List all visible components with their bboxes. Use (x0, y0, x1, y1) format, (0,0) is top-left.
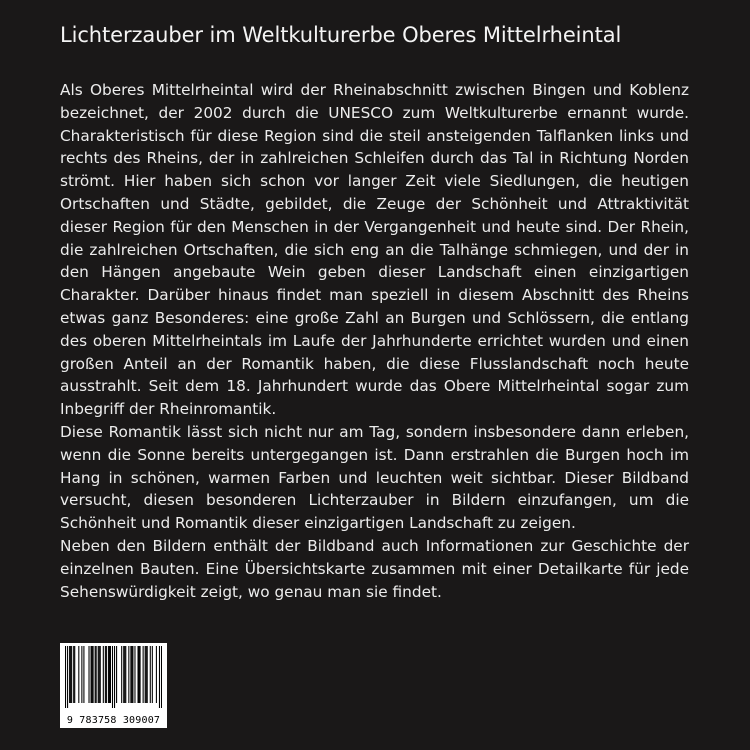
barcode-bar (69, 646, 70, 703)
barcode-bar (92, 646, 93, 703)
barcode-bar (81, 646, 82, 703)
book-title: Lichterzauber im Weltkulturerbe Oberes Mittelrheintal (60, 23, 622, 47)
barcode-bar (74, 646, 75, 703)
barcode-bar (134, 646, 135, 703)
barcode-bar (159, 646, 160, 708)
barcode-bar (105, 646, 106, 703)
barcode-bar (140, 646, 141, 703)
barcode-bar (156, 646, 157, 703)
barcode-bar (108, 646, 109, 703)
barcode-bar (65, 646, 66, 708)
blurb-paragraph-3: Neben den Bildern enthält der Bildband auch Informationen zur Geschichte der einzelnen Bauten. Eine Übersichtskarte zusammen mit einer Detailkarte für jede Sehenswürdigkeit zeigt, wo genau man sie findet. (60, 536, 689, 601)
barcode-bar (128, 646, 129, 703)
barcode-bar (103, 646, 104, 703)
barcode-bar (83, 646, 84, 703)
barcode-bar (71, 646, 72, 703)
barcode-bar (70, 646, 71, 703)
barcode-bar (143, 646, 144, 703)
barcode-bar (161, 646, 162, 708)
barcode-bar (100, 646, 101, 703)
barcode-bar (110, 646, 111, 703)
barcode-bar (116, 646, 117, 703)
barcode-bars (65, 646, 162, 708)
barcode-bar (95, 646, 96, 703)
barcode-bar (114, 646, 115, 708)
barcode-bar (112, 646, 113, 708)
blurb-paragraph-1: Als Oberes Mittelrheintal wird der Rheinabschnitt zwischen Bingen und Koblenz bezeichnet, der 2002 durch die UNESCO zum Weltkulturerbe ernannt wurde. Charakteristisch für diese Region sind die steil ansteigenden Talflanken links und rechts des Rheins, der in zahlreichen Schleifen durch das Tal in Richtung Norden strömt. Hier haben sich schon vor langer Zeit viele Siedlungen, die heutigen Ortschaften und Städte, gebildet, die Zeuge der Schönheit und Attraktivität dieser Region für den Menschen in der Vergangenheit und heute sind. Der Rhein, die zahlreichen Ortschaften, die sich eng an die Talhänge schmiegen, und der in den Hängen angebaute Wein geben dieser Landschaft einen einzigartigen Charakter. Darüber hinaus findet man speziell in diesem Abschnitt des Rheins etwas ganz Besonderes: eine große Zahl an Burgen und Schlössern, die entlang des oberen Mittelrheintals im Laufe der Jahrhunderte errichtet wurden und einen großen Anteil an der Romantik haben, die diese Flusslandschaft noch heute ausstrahlt. Seit dem 18. Jahrhundert wurde das Obere Mittelrheintal sogar zum Inbegriff der Rheinromantik. (60, 81, 689, 419)
barcode-bar (67, 646, 68, 708)
barcode-bar (88, 646, 89, 703)
barcode-bar (124, 646, 125, 703)
barcode-bar (91, 646, 92, 703)
barcode-bar (139, 646, 140, 703)
barcode-bar (125, 646, 126, 703)
barcode-number: 9 783758 309007 (66, 715, 161, 726)
barcode-bar (121, 646, 122, 703)
barcode-bar (96, 646, 97, 703)
blurb-paragraph-2: Diese Romantik lässt sich nicht nur am Tag, sondern insbesondere dann erleben, wenn die Sonne bereits untergegangen ist. Dann erstrahlen die Burgen hoch im Hang in schönen, warmen Farben und leuchten weit sichtbar. Dieser Bildband versucht, diesen besonderen Lichterzauber in Bildern einzufangen, um die Schönheit und Romantik dieser einzigartigen Landschaft zu zeigen. (60, 422, 689, 533)
barcode-bar (152, 646, 153, 703)
barcode-bar (147, 646, 148, 703)
isbn-barcode (60, 643, 167, 728)
barcode-bar (106, 646, 107, 703)
barcode-bar (130, 646, 131, 703)
barcode-bar (78, 646, 79, 703)
barcode-bar (99, 646, 100, 703)
barcode-bar (93, 646, 94, 703)
barcode-bar (123, 646, 124, 703)
barcode-bar (131, 646, 132, 703)
barcode-bar (73, 646, 74, 703)
barcode-bar (146, 646, 147, 703)
barcode-bar (109, 646, 110, 703)
barcode-bar (145, 646, 146, 703)
barcode-bar (98, 646, 99, 703)
barcode-bar (137, 646, 138, 703)
barcode-bar (150, 646, 151, 703)
blurb-text (60, 79, 689, 603)
barcode-bar (132, 646, 133, 703)
